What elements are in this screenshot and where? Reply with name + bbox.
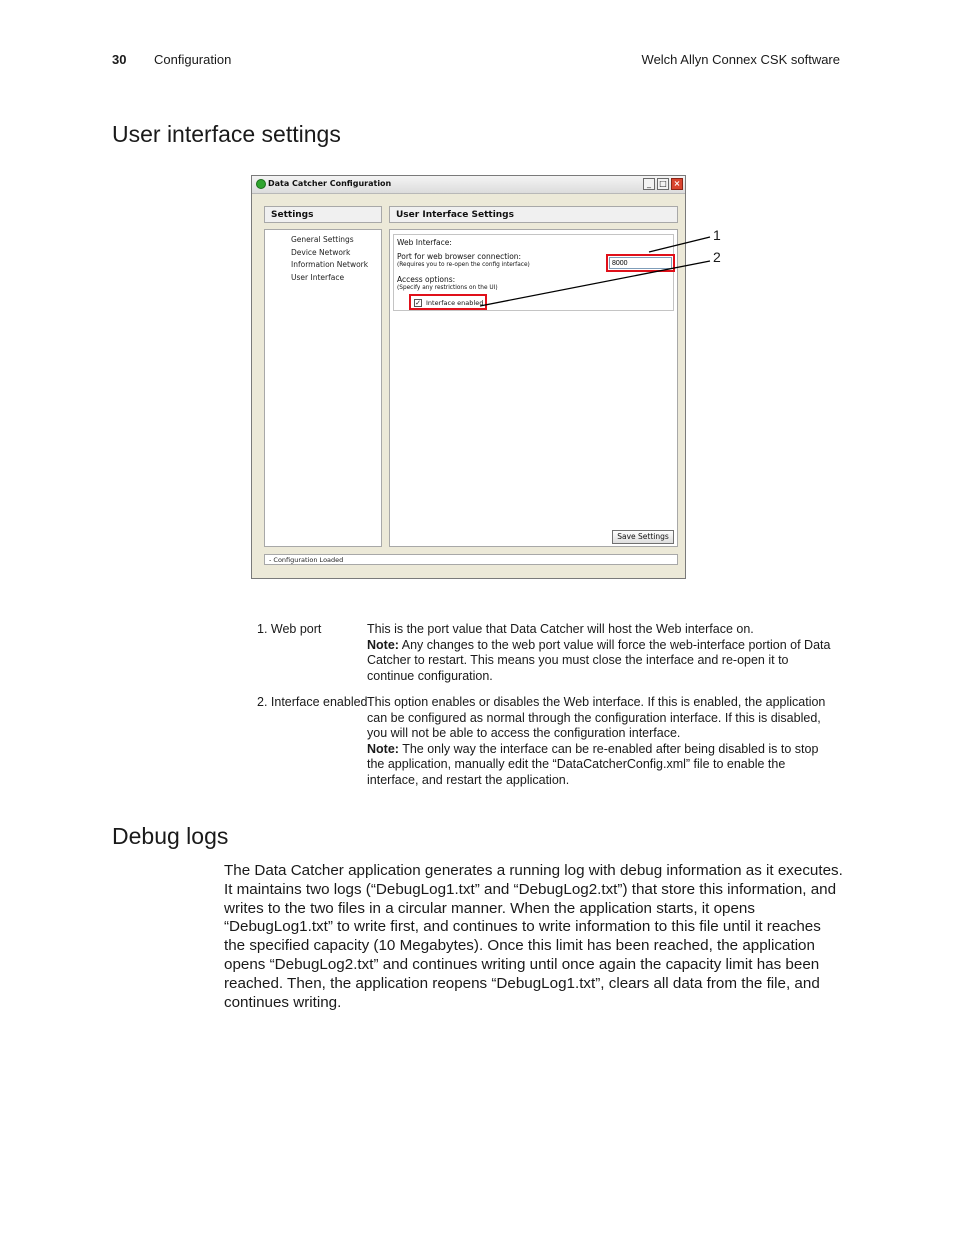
note-text: The only way the interface can be re-enabled after being disabled is to stop the application, manually edit the “DataCatcherConfig.xml” file to enable the interface, and restart the application. xyxy=(367,741,819,787)
nav-item-user-interface[interactable]: User Interface xyxy=(291,273,345,282)
note-label: Note: xyxy=(367,637,399,652)
nav-item-information-network[interactable]: Information Network xyxy=(291,260,369,269)
page-number: 30 xyxy=(112,52,127,67)
maximize-icon[interactable]: □ xyxy=(657,178,669,190)
close-icon[interactable]: × xyxy=(671,178,683,190)
header-doc-title: Welch Allyn Connex CSK software xyxy=(641,52,840,67)
nav-item-general-settings[interactable]: General Settings xyxy=(291,235,354,244)
interface-enabled-checkbox[interactable]: ✓ xyxy=(415,299,421,307)
settings-panel-header: Settings xyxy=(264,206,382,223)
callout-desc-web-port xyxy=(367,622,837,684)
callout-desc-note xyxy=(367,638,837,685)
minimize-icon[interactable]: _ xyxy=(643,178,655,190)
callout-desc-note xyxy=(367,742,837,789)
note-text: Any changes to the web port value will force the web-interface portion of Data Catcher to restart. This means you must close the interface and re-open it to continue configuration. xyxy=(367,637,831,683)
access-options-note: (Specify any restrictions on the UI) xyxy=(397,285,498,291)
window-title: Data Catcher Configuration xyxy=(268,179,392,188)
header-section: Configuration xyxy=(154,52,232,67)
status-bar: - Configuration Loaded xyxy=(264,554,678,565)
interface-enabled-label: Interface enabled xyxy=(426,299,484,307)
section-title-debug-logs: Debug logs xyxy=(112,823,229,849)
port-label: Port for web browser connection: xyxy=(397,252,522,261)
save-settings-button[interactable]: Save Settings xyxy=(612,530,674,544)
debug-logs-body: The Data Catcher application generates a running log with debug information as it executes. It maintains two logs (“DebugLog1.txt” and “DebugLog2.txt”) that store this information, and writes to the two files in a circular manner. When the application starts, it opens “DebugLog1.txt” to write first, and continues to write information to this file until it reaches the specified capacity (10 Megabytes). Once this limit has been reached, the application opens “DebugLog2.txt” and continues writing until once again the capacity limit has been reached. Then, the application reopens “DebugLog1.txt”, clears all data from the file, and continues writing. xyxy=(224,862,843,1011)
ui-settings-panel-header: User Interface Settings xyxy=(389,206,678,223)
callout-term-web-port: 1. Web port xyxy=(257,622,322,636)
callout-1-leader-line xyxy=(649,237,710,252)
callout-desc-text: This is the port value that Data Catcher will host the Web interface on. xyxy=(367,622,754,636)
callout-2-leader-line xyxy=(480,261,710,306)
nav-item-device-network[interactable]: Device Network xyxy=(291,248,351,257)
callout-term-interface-enabled: 2. Interface enabled xyxy=(257,695,368,709)
web-interface-label: Web Interface: xyxy=(397,238,452,247)
port-note: (Requires you to re-open the config interface) xyxy=(397,262,530,268)
callout-number-1: 1 xyxy=(713,227,721,243)
callout-desc-interface-enabled xyxy=(367,695,837,789)
callout-desc-text: This option enables or disables the Web interface. If this is enabled, the application can be configured as normal through the configuration interface. If this is disabled, you will not be able to access the configuration interface. xyxy=(367,695,826,741)
callout-number-2: 2 xyxy=(713,249,721,265)
note-label: Note: xyxy=(367,741,399,756)
section-title-user-interface-settings: User interface settings xyxy=(112,121,341,147)
access-options-label: Access options: xyxy=(397,275,456,284)
